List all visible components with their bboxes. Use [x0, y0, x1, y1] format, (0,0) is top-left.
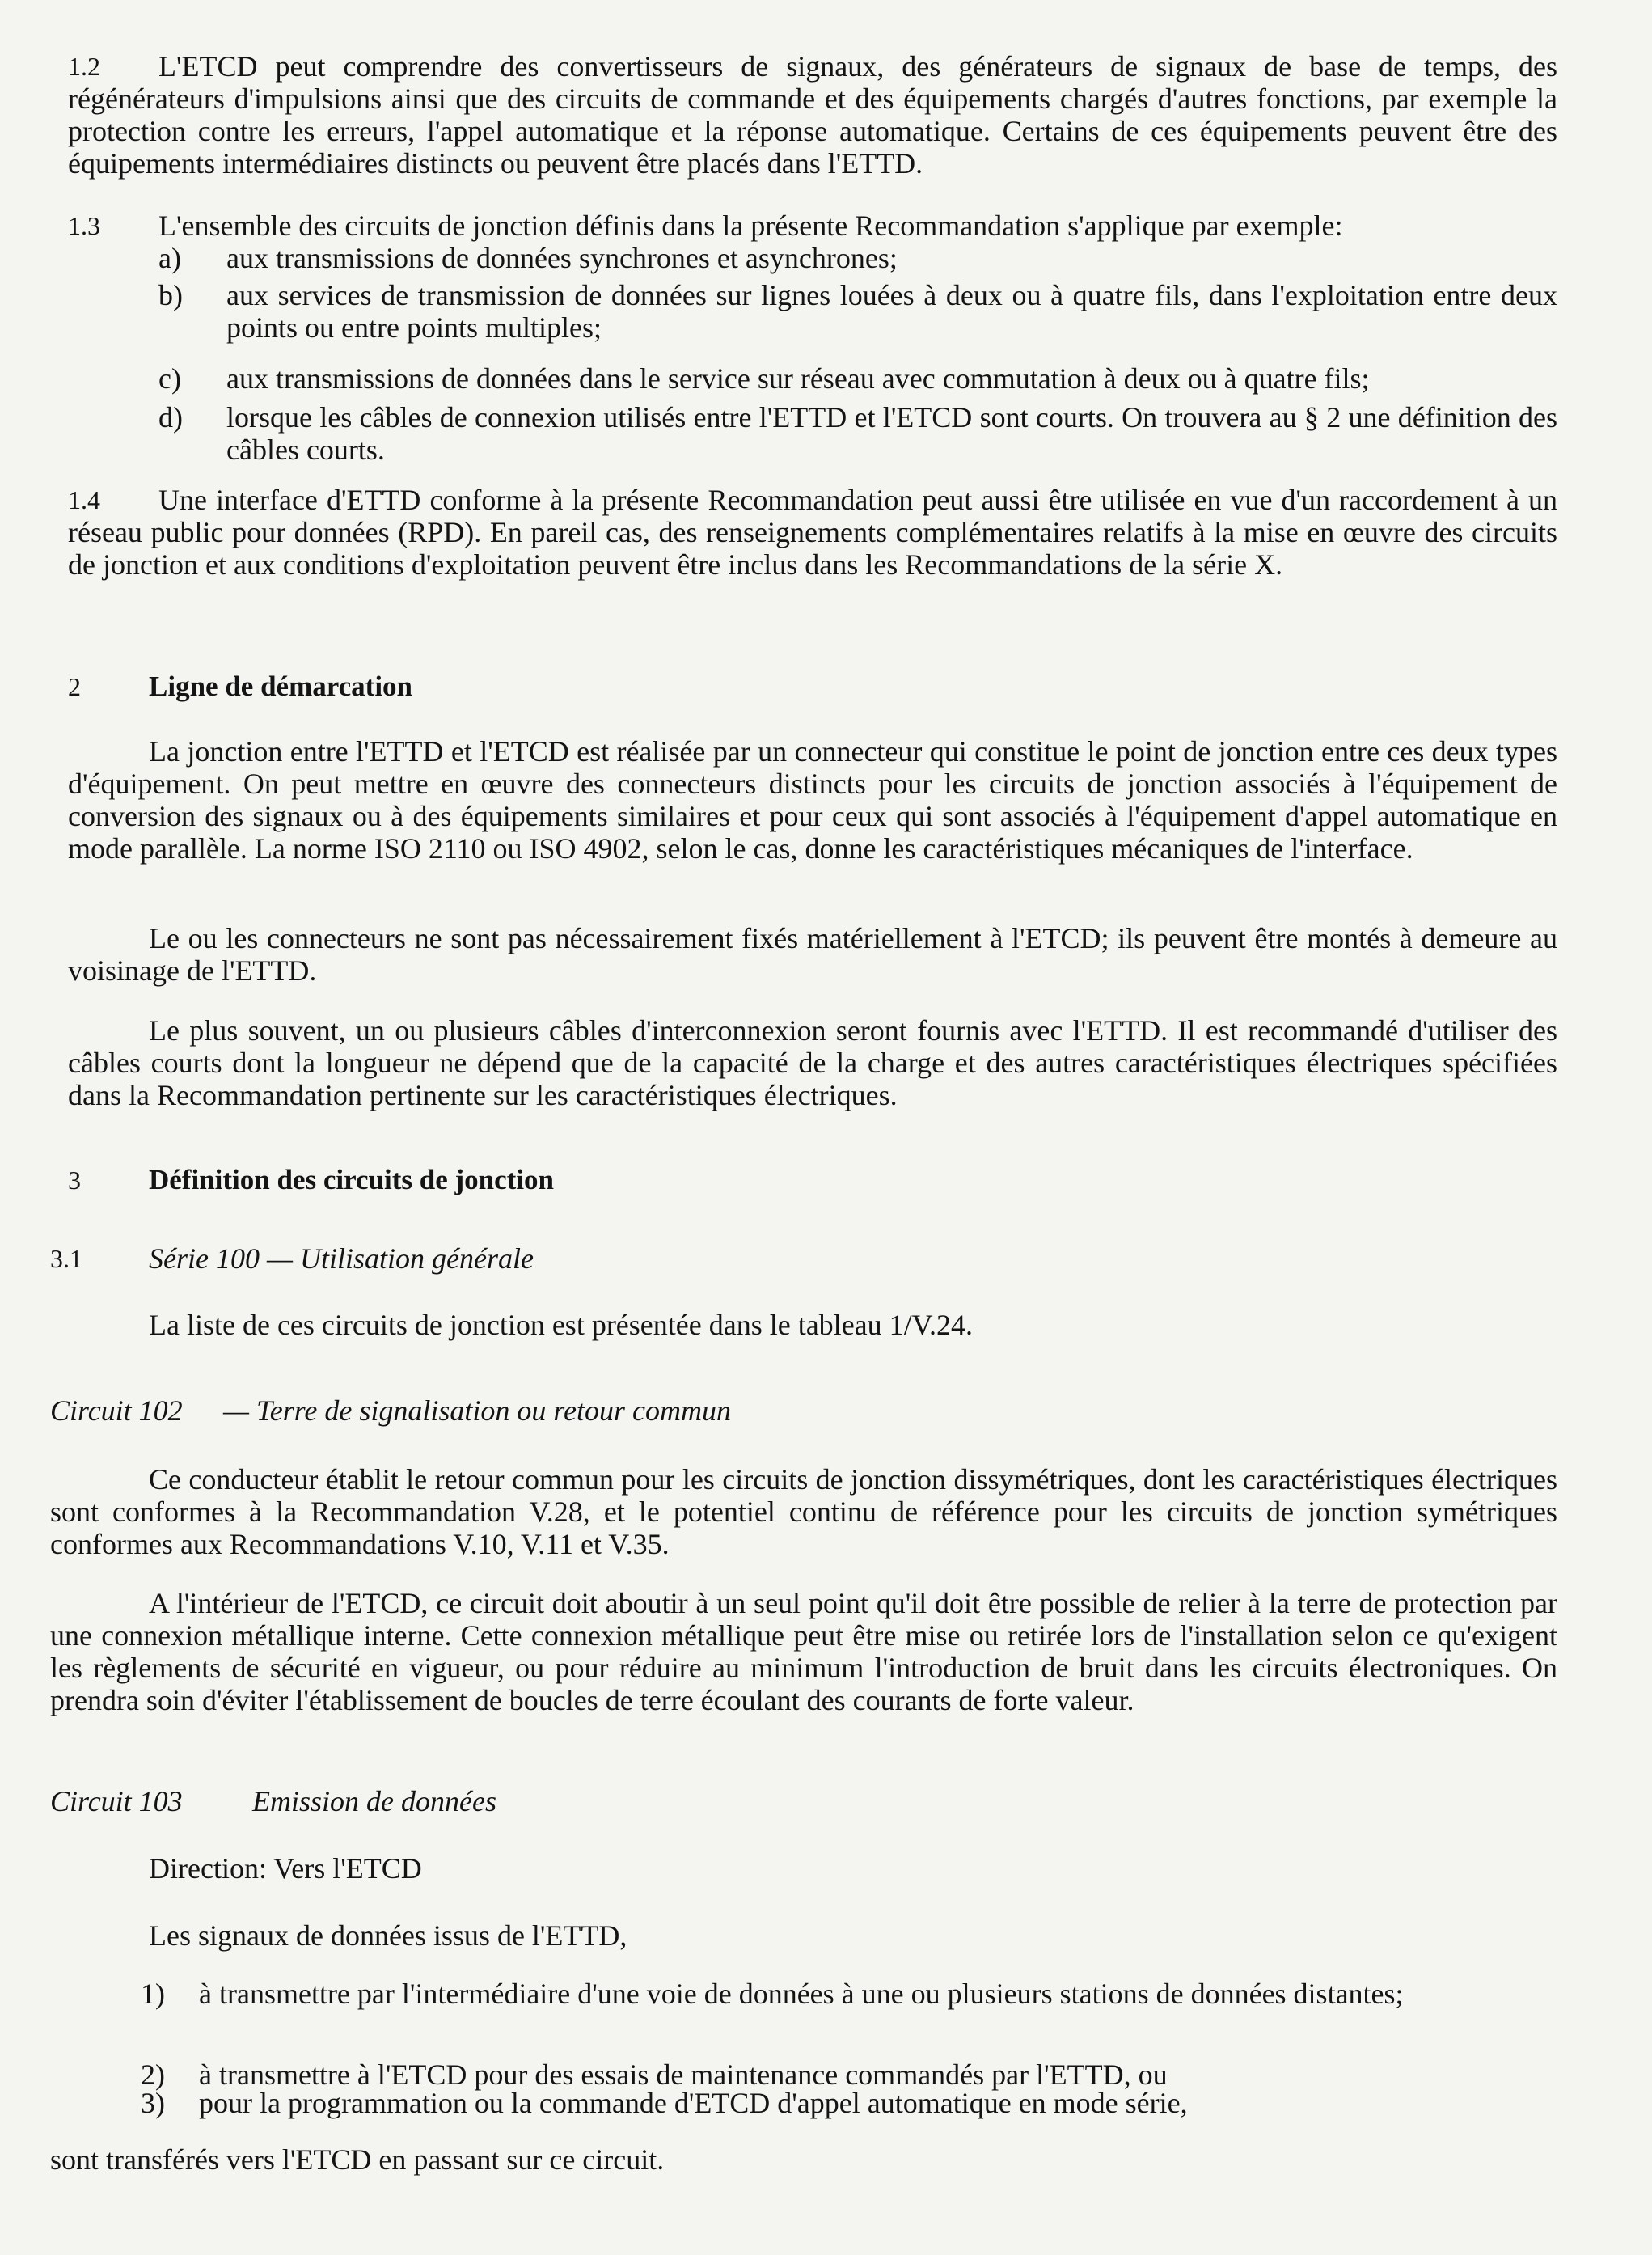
- list-label-3: 3): [141, 2087, 165, 2119]
- circuit-103-label: Circuit 103: [50, 1785, 183, 1817]
- section-2-paragraph-3: Le plus souvent, un ou plusieurs câbles d'interconnexion seront fournis avec l'ETTD. Il est recommandé d'utiliser des câbles courts dont la longueur ne dépend que de la capacité de la charge et des autres caractéristiques électriques spécifiées dans la Recommandation pertinente sur les caractéristiques électriques.: [68, 1014, 1557, 1111]
- list-label-d: d): [158, 401, 183, 434]
- circuit-103-outro: sont transférés vers l'ETCD en passant sur ce circuit.: [50, 2143, 665, 2176]
- circuit-103-direction: Direction: Vers l'ETCD: [149, 1852, 422, 1885]
- circuit-102-title: — Terre de signalisation ou retour commun: [223, 1394, 732, 1427]
- section-3-title: Définition des circuits de jonction: [149, 1164, 555, 1195]
- list-item-b: aux services de transmission de données sur lignes louées à deux ou à quatre fils, dans l'exploitation entre deux points ou entre points multiples;: [226, 279, 1557, 344]
- circuit-103-title: Emission de données: [252, 1785, 496, 1817]
- section-1-4-paragraph: Une interface d'ETTD conforme à la présente Recommandation peut aussi être utilisée en vue d'un raccordement à un réseau public pour données (RPD). En pareil cas, des renseignements complémentaires relatifs à la mise en œuvre des circuits de jonction et aux conditions d'exploitation peuvent être inclus dans les Recommandations de la série X.: [68, 484, 1557, 581]
- section-number-1-4: 1.4: [68, 485, 100, 514]
- section-2-paragraph-2: Le ou les connecteurs ne sont pas nécessairement fixés matériellement à l'ETCD; ils peuvent être montés à demeure au voisinage de l'ETTD.: [68, 922, 1557, 987]
- circuit-103-intro: Les signaux de données issus de l'ETTD,: [149, 1919, 627, 1952]
- list-item-d: lorsque les câbles de connexion utilisés entre l'ETTD et l'ETCD sont courts. On trouvera au § 2 une définition des câbles courts.: [226, 401, 1557, 466]
- list-label-1: 1): [141, 1978, 165, 2010]
- list-label-a: a): [158, 242, 181, 274]
- list-item-1: à transmettre par l'intermédiaire d'une voie de données à une ou plusieurs stations de données distantes;: [199, 1978, 1404, 2010]
- circuit-102-paragraph-1: Ce conducteur établit le retour commun pour les circuits de jonction dissymétriques, dont les caractéristiques électriques sont conformes à la Recommandation V.28, et le potentiel continu de référence pour les circuits de jonction symétriques conformes aux Recommandations V.10, V.11 et V.35.: [50, 1463, 1557, 1560]
- list-label-b: b): [158, 279, 183, 311]
- section-3-1-title: Série 100 — Utilisation générale: [149, 1242, 534, 1275]
- list-label-c: c): [158, 362, 181, 395]
- section-2-paragraph-1: La jonction entre l'ETTD et l'ETCD est réalisée par un connecteur qui constitue le point de jonction entre ces deux types d'équipement. On peut mettre en œuvre des connecteurs distincts pour les circuits de jonction associés à l'équipement de conversion des signaux ou à des équipements similaires et pour ceux qui sont associés à l'équipement d'appel automatique en mode parallèle. La norme ISO 2110 ou ISO 4902, selon le cas, donne les caractéristiques mécaniques de l'interface.: [68, 735, 1557, 865]
- section-1-2-paragraph: L'ETCD peut comprendre des convertisseurs de signaux, des générateurs de signaux de base de temps, des régénérateurs d'impulsions ainsi que des circuits de commande et des équipements chargés d'autres fonctions, par exemple la protection contre les erreurs, l'appel automatique et la réponse automatique. Certains de ces équipements peuvent être des équipements intermédiaires distincts ou peuvent être placés dans l'ETTD.: [68, 50, 1557, 180]
- list-item-2: à transmettre à l'ETCD pour des essais de maintenance commandés par l'ETTD, ou: [199, 2058, 1168, 2091]
- section-number-1-2: 1.2: [68, 52, 100, 81]
- list-item-c: aux transmissions de données dans le service sur réseau avec commutation à deux ou à quatre fils;: [226, 362, 1370, 395]
- section-2-title: Ligne de démarcation: [149, 671, 413, 702]
- list-item-a: aux transmissions de données synchrones et asynchrones;: [226, 242, 898, 274]
- section-number-3-1: 3.1: [50, 1244, 82, 1273]
- circuit-102-paragraph-2: A l'intérieur de l'ETCD, ce circuit doit aboutir à un seul point qu'il doit être possible de relier à la terre de protection par une connexion métallique interne. Cette connexion métallique peut être mise ou retirée lors de l'installation selon ce qu'exigent les règlements de sécurité en vigueur, ou pour réduire au minimum l'introduction de bruit dans les circuits électroniques. On prendra soin d'éviter l'établissement de boucles de terre écoulant des courants de forte valeur.: [50, 1587, 1557, 1716]
- list-item-3: pour la programmation ou la commande d'ETCD d'appel automatique en mode série,: [199, 2087, 1188, 2119]
- section-number-1-3: 1.3: [68, 211, 100, 240]
- section-3-1-text: La liste de ces circuits de jonction est présentée dans le tableau 1/V.24.: [149, 1309, 974, 1341]
- list-label-2: 2): [141, 2058, 165, 2091]
- section-number-3: 3: [68, 1166, 81, 1195]
- circuit-102-label: Circuit 102: [50, 1394, 183, 1427]
- section-1-3-intro: L'ensemble des circuits de jonction définis dans la présente Recommandation s'applique par exemple:: [158, 209, 1343, 242]
- section-number-2: 2: [68, 672, 81, 701]
